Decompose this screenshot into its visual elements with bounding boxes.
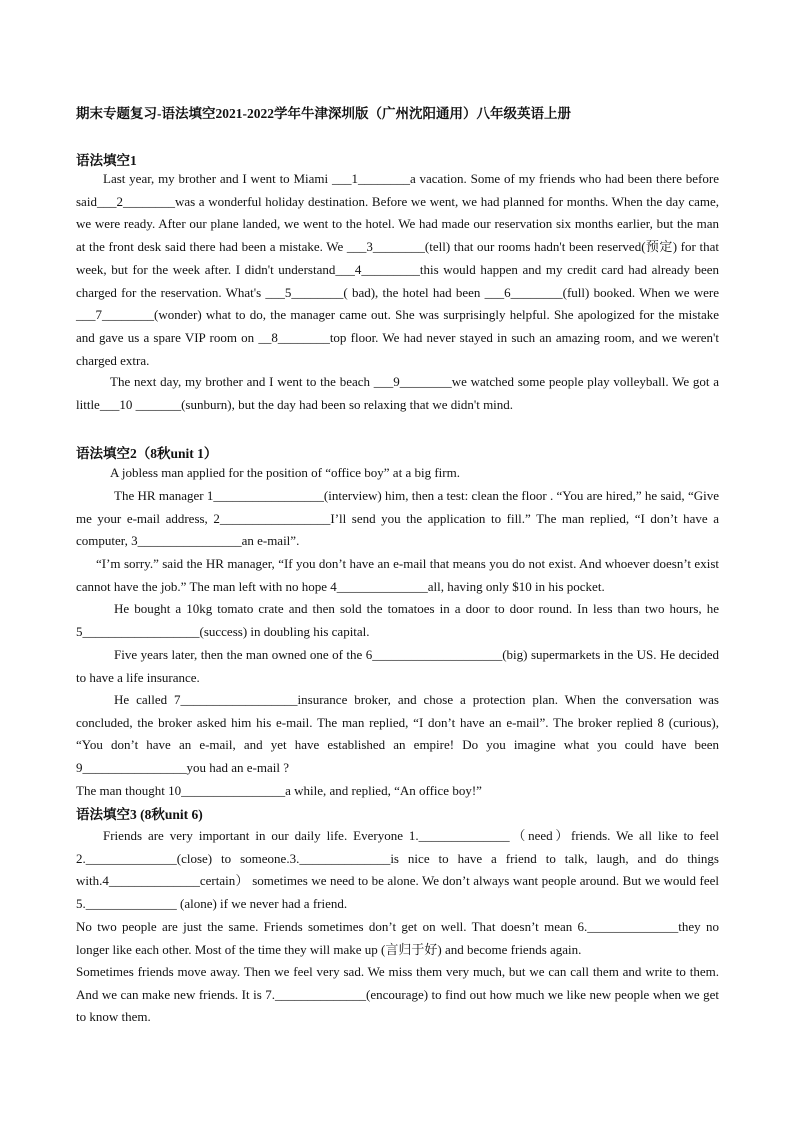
section-2-paragraph-1: A jobless man applied for the position of “office boy” at a big firm. xyxy=(110,465,460,480)
section-2-paragraph-6: He called 7__________________insurance broker, and chose a protection plan. When the conversation was concluded, the broker asked him his e-mail. The man replied, “I don’t have an e-mail”. The broker replied 8 (curious), “You don’t have an e-mail, and yet have established an empire! Do you imagine what you could have been 9________________you had an e-mail ? xyxy=(76,692,719,776)
section-1-title: 语法填空1 xyxy=(76,153,137,168)
section-2-paragraph-5: Five years later, then the man owned one of the 6____________________(big) supermarkets in the US. He decided to have a life insurance. xyxy=(76,647,719,685)
section-2-paragraph-4: He bought a 10kg tomato crate and then sold the tomatoes in a door to door round. In less than two hours, he 5__________________(success) in doubling his capital. xyxy=(76,601,719,639)
section-3-title: 语法填空3 (8秋unit 6) xyxy=(76,807,203,822)
section-1-paragraph-1: Last year, my brother and I went to Miami ___1________a vacation. Some of my friends who had been there before said___2________was a wonderful holiday destination. Before we went, we had planned for months. When the day came, we were ready. After our plane landed, we went to the hotel. We had made our reservation six months earlier, but the man at the front desk said there had been a mistake. We ___3________(tell) that our rooms hadn't been reserved(预定) for that week, but for the week after. I didn't understand___4_________this would happen and my credit card had already been charged for the reservation. What's ___5________( bad), the hotel had been ___6________(full) booked. When we were ___7________(wonder) what to do, the manager came out. She was surprisingly helpful. She apologized for the mistake and gave us a spare VIP room on __8________top floor. We had never stayed in such an amazing room, and we weren't charged extra. xyxy=(76,171,719,368)
section-3-paragraph-2: No two people are just the same. Friends sometimes don’t get on well. That doesn’t mean 6.______________they no longer like each other. Most of the time they will make up (言归于好) and become friends again. xyxy=(76,919,719,957)
document-title: 期末专题复习-语法填空2021-2022学年牛津深圳版（广州沈阳通用）八年级英语上册 xyxy=(76,106,571,121)
section-3-paragraph-3: Sometimes friends move away. Then we feel very sad. We miss them very much, but we can call them and write to them. And we can make new friends. It is 7.______________(encourage) to find out how much we like new people when we get to know them. xyxy=(76,964,719,1025)
section-2-title: 语法填空2（8秋unit 1） xyxy=(76,446,218,461)
section-1-paragraph-2: The next day, my brother and I went to the beach ___9________we watched some people play volleyball. We got a little___10 _______(sunburn), but the day had been so relaxing that we didn't mind. xyxy=(76,374,719,412)
section-2-paragraph-7: The man thought 10________________a while, and replied, “An office boy!” xyxy=(76,783,482,798)
section-3-paragraph-1: Friends are very important in our daily life. Everyone 1.______________（need）friends. We all like to feel 2.______________(close) to someone.3.______________is nice to have a friend to talk, laugh, and do things with.4______________certain） sometimes we need to be alone. We don’t always want people around. But we would feel 5.______________ (alone) if we never had a friend. xyxy=(76,828,719,912)
section-2-paragraph-3: “I’m sorry.” said the HR manager, “If you don’t have an e-mail that means you do not exist. And whoever doesn’t exist cannot have the job.” The man left with no hope 4______________all, having only $10 in his pocket. xyxy=(76,556,719,594)
section-2-paragraph-2: The HR manager 1_________________(interview) him, then a test: clean the floor . “You are hired,” he said, “Give me your e-mail address, 2_________________I’ll send you the application to fill.” The man replied, “I don’t have a computer, 3________________an e-mail”. xyxy=(76,488,719,549)
